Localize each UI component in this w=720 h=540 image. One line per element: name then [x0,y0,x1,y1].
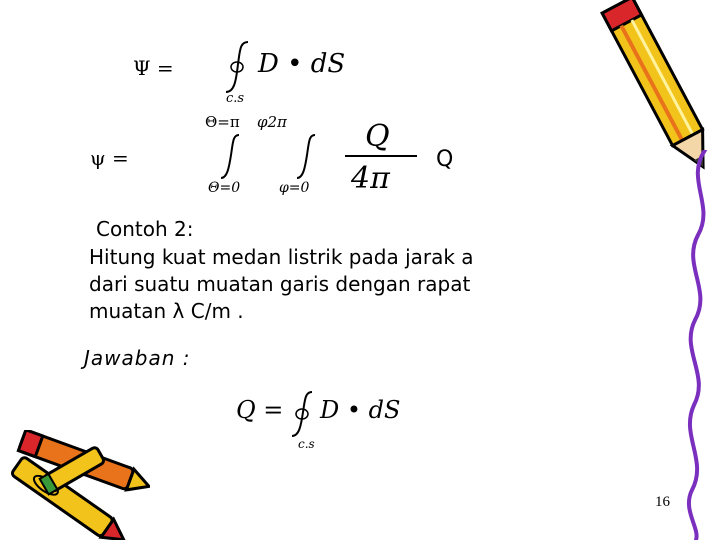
psi-equals-label-2: ψ = [90,146,129,170]
eq1-subscript: c.s [226,91,245,104]
example-body [89,244,549,325]
eq2-upper-theta: Θ=π [205,113,240,131]
eq3-subscript: c.s [298,437,315,451]
example-line: muatan λ C/m . [89,299,244,323]
double-integral-equation [205,110,420,195]
eq2-upper-phi: φ2π [257,113,287,131]
eq2-denominator: 4π [351,161,390,195]
eq1-integrand: D • dS [258,49,346,79]
surface-integral-equation [218,34,388,104]
crayons-clipart-icon [0,430,150,540]
eq2-numerator: Q [365,119,390,154]
eq3-lhs: Q = [236,396,284,424]
q-term: Q [436,147,454,172]
squiggle-line-icon [670,150,720,540]
psi-equals-label: Ψ = [133,56,174,80]
eq2-lower-theta: Θ=0 [208,180,241,195]
example-title: Contoh 2: [96,217,194,241]
eq2-lower-phi: φ=0 [279,180,310,195]
gauss-law-equation [228,384,428,454]
answer-label: Jawaban : [84,346,191,370]
page-number: 16 [655,494,670,510]
example-line: dari suatu muatan garis dengan rapat [89,272,471,296]
eq3-integrand: D • dS [320,396,401,424]
example-line: Hitung kuat medan listrik pada jarak a [89,245,474,269]
